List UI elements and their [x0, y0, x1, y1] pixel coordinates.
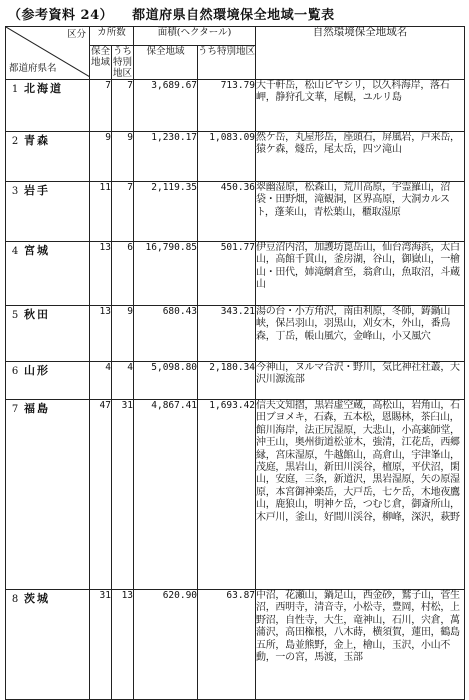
names-header: 自然環境保全地域名: [256, 27, 465, 80]
area-special: 713.79: [198, 80, 256, 132]
area-total: 5,098.80: [134, 362, 198, 400]
area-names: 伊豆沼内沼，加護坊箆岳山，仙台湾海浜，太白山，高館千貫山，釜房湖，谷山，御嶽山，一檜山・田代，姉滝網倉至，翁倉山，魚取沼，斗蔵山: [256, 242, 465, 306]
prefecture-name: 茨城: [24, 592, 50, 605]
count-header: カ所数: [90, 27, 134, 46]
count-special-header: うち特別地区: [113, 46, 133, 79]
count-special: 31: [112, 400, 134, 590]
area-special: 501.77: [198, 242, 256, 306]
area-special: 450.36: [198, 182, 256, 242]
count-total: 31: [90, 590, 112, 700]
row-number: 7: [11, 404, 19, 415]
table-row: [6, 182, 465, 242]
area-total: 16,790.85: [134, 242, 198, 306]
prefecture-cell: [6, 306, 90, 362]
area-total: 2,119.35: [134, 182, 198, 242]
area-special: 1,693.42: [198, 400, 256, 590]
kubun-label: 区分: [66, 29, 86, 40]
prefecture-table: [5, 26, 465, 700]
count-special: 9: [112, 132, 134, 182]
count-total: 4: [90, 362, 112, 400]
area-names: 然ケ岳，丸屋形岳，座頭石，屏風岩，戸来岳，猿ケ森，燧岳，尾太岳，四ツ滝山: [256, 132, 465, 182]
row-number: 1: [11, 84, 19, 95]
prefecture-header: 都道府県名: [9, 63, 57, 74]
area-special: 1,083.09: [198, 132, 256, 182]
area-total: 3,689.67: [134, 80, 198, 132]
table-row: [6, 242, 465, 306]
prefecture-cell: [6, 362, 90, 400]
count-total: 13: [90, 242, 112, 306]
document-title: [8, 4, 335, 23]
count-total: 7: [90, 80, 112, 132]
area-special: 2,180.34: [198, 362, 256, 400]
area-special-header: うち特別地区: [198, 46, 256, 80]
table-row: [6, 80, 465, 132]
table-row: [6, 132, 465, 182]
area-names: 湯の台・小方角沢，南由利原，冬師，鋳鍋山峡，保呂羽山，羽黒山，刈女木，外山，番鳥森，丁岳，帳山風穴，金峰山，小又風穴: [256, 306, 465, 362]
area-names: 大千軒岳，松山ピヤシリ，以久科海岸，落石岬，静狩孔文華，尾幌，ユルリ島: [256, 80, 465, 132]
area-names: 中沼，花瀬山，鍋足山，西金砂，鷲子山，菅生沼，西明寺，清音寺，小松寺，豊岡，村松，上野沼，自性寺，大生，竜神山，石川，宍倉，萬蒲沢，高田権根，八木蒔，横須賀，蓮田，鶴島五所，島並熊野，金上，檜山，玉沢，小山不動，一の宮，馬渡，玉部: [256, 590, 465, 700]
reference-label: （参考資料 24）: [8, 8, 114, 23]
area-special: 343.21: [198, 306, 256, 362]
count-special: 7: [112, 182, 134, 242]
table-row: [6, 590, 465, 700]
count-special: 13: [112, 590, 134, 700]
area-total: 680.43: [134, 306, 198, 362]
area-header: 面積(ヘクタール): [134, 27, 256, 46]
prefecture-name: 福島: [24, 402, 50, 415]
prefecture-name: 宮城: [24, 244, 50, 257]
table-row: [6, 400, 465, 590]
area-total: 620.90: [134, 590, 198, 700]
count-total: 47: [90, 400, 112, 590]
row-number: 4: [11, 246, 19, 257]
row-number: 2: [11, 136, 19, 147]
area-total: 4,867.41: [134, 400, 198, 590]
row-number: 6: [11, 366, 19, 377]
area-special: 63.87: [198, 590, 256, 700]
count-special: 9: [112, 306, 134, 362]
row-number: 3: [11, 186, 19, 197]
area-names: 翠幽湿原，松森山，荒川高原，宇霊羅山，沼袋・田野畑，滝観洞，区界高原，大洞カルスト，蓬莱山，青松葉山，櫃取湿原: [256, 182, 465, 242]
prefecture-cell: [6, 182, 90, 242]
prefecture-name: 山形: [24, 364, 50, 377]
prefecture-cell: [6, 400, 90, 590]
header-row-1: [6, 27, 465, 46]
count-special: 4: [112, 362, 134, 400]
count-total: 13: [90, 306, 112, 362]
count-total: 11: [90, 182, 112, 242]
prefecture-cell: [6, 242, 90, 306]
row-number: 5: [11, 310, 19, 321]
area-names: 今神山，ヌルマ合沢・野川，気比神社社叢，大沢川源流部: [256, 362, 465, 400]
area-total-header: 保全地域: [134, 46, 198, 80]
area-names: 信夫文知摺，黒岩虚空蔵，高松山，岩角山，石田ブヨメキ，石森，五本松，恩賜林，茶臼山，館川海岸，法正尻湿原，大悲山，小高薬師堂，沖王山，奥州街道松並木，強清，江花岳，西郷縁，宮床湿原，牛越館山，高倉山，宇津峯山，茂庭，黒岩山，新田川渓谷，檀原，平伏沼，閑山，安庭，三条，新道沢，黒岩湿原，矢の原湿原，本宮御神楽岳，大戸岳，七ケ岳，木地夜鷹山，鹿狼山，明神ケ岳，つむじ倉，御斎所山，木戸川，釜山，好間川渓谷，柳峰，深沢，萩野: [256, 400, 465, 590]
prefecture-name: 北海道: [24, 82, 63, 95]
title-text: 都道府県自然環境保全地域一覧表: [132, 8, 335, 23]
prefecture-cell: [6, 132, 90, 182]
prefecture-cell: [6, 80, 90, 132]
prefecture-name: 岩手: [24, 184, 50, 197]
prefecture-name: 青森: [24, 134, 50, 147]
row-number: 8: [11, 594, 19, 605]
count-total: 9: [90, 132, 112, 182]
prefecture-cell: [6, 590, 90, 700]
table-row: [6, 362, 465, 400]
count-special: 6: [112, 242, 134, 306]
count-special: 7: [112, 80, 134, 132]
area-total: 1,230.17: [134, 132, 198, 182]
table-row: [6, 306, 465, 362]
prefecture-name: 秋田: [24, 308, 50, 321]
count-total-header: 保全地域: [90, 46, 112, 80]
diagonal-header-cell: [6, 27, 90, 80]
